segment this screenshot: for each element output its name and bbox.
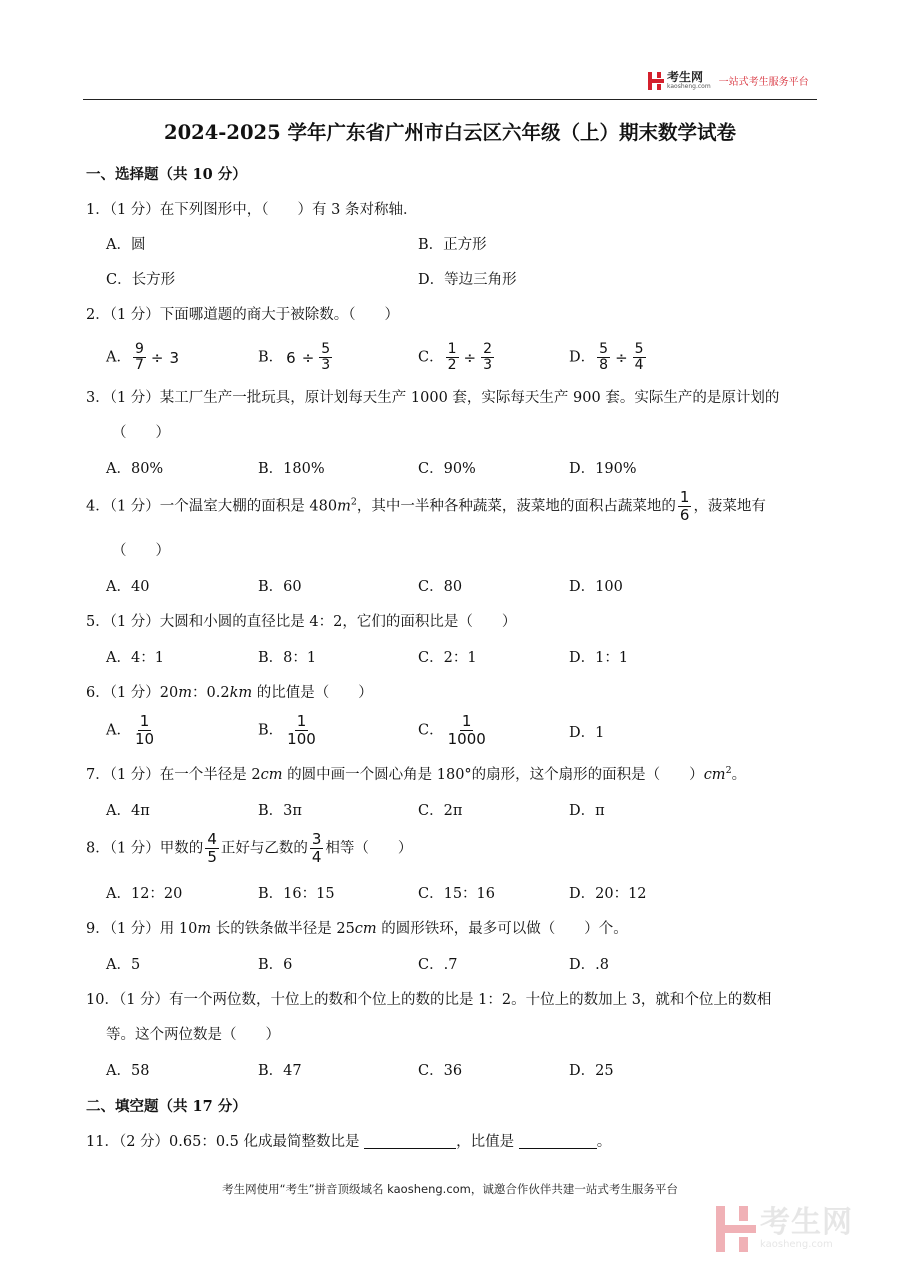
- q8-option-a: A．12：20: [106, 886, 183, 902]
- q10-option-b: B．47: [258, 1063, 302, 1079]
- fraction: $\frac{4}{5}$: [207, 830, 217, 866]
- header-slogan: 一站式考生服务平台: [718, 76, 809, 88]
- q4-option-c: C．80: [418, 579, 463, 595]
- watermark-name: 考生网: [760, 1205, 853, 1240]
- q5-option-a: A．4：1: [106, 650, 164, 666]
- q6-label-a: A．: [106, 722, 131, 739]
- q7-option-c: C．2π: [418, 803, 463, 819]
- question-7-stem: 7．（1 分）在一个半径是 2cm 的圆中画一个圆心角是 180°的扇形，这个扇形的面积是（ ）$cm^2$。: [86, 765, 747, 783]
- q6-option-b: [258, 713, 320, 748]
- question-8-stem: 8．（1 分）甲数的 $\frac{4}{5}$ 正好与乙数的 $\frac{3}{4}$ 相等（ ）: [86, 830, 413, 866]
- question-2-options: [106, 334, 826, 374]
- question-10-stem-cont: 等。这个两位数是（ ）: [106, 1027, 280, 1043]
- question-7-options: [106, 799, 826, 823]
- q5-option-d: D．1：1: [569, 650, 629, 666]
- page-footer: 考生网使用“考生”拼音顶级域名 kaosheng.com，诚邀合作伙伴共建一站式考生服务平台: [222, 1182, 678, 1196]
- q2-option-a: A． $\frac{9}{7}$ ÷ 3: [106, 341, 180, 373]
- q2-label-c: C．: [418, 349, 444, 366]
- fraction: $\frac{1}{100}$: [287, 712, 316, 748]
- question-9-stem: 9．（1 分）用 10m 长的铁条做半径是 25cm 的圆形铁环，最多可以做（ ）个。: [86, 921, 628, 937]
- kaosheng-watermark-icon: [716, 1206, 756, 1252]
- question-3-stem-cont: （ ）: [112, 425, 170, 441]
- q4-option-a: A．40: [106, 579, 150, 595]
- question-11-stem: 11．（2 分）0.65：0.5 化成最简整数比是 ，比值是 。: [86, 1134, 612, 1150]
- header-logo: [648, 72, 809, 90]
- q6-label-b: B．: [258, 722, 284, 739]
- q9-option-d: D．.8: [569, 957, 609, 973]
- question-6-options: [106, 711, 826, 753]
- question-4-options: [106, 575, 826, 599]
- q2-label-b: B．: [258, 349, 284, 366]
- q9-option-c: C．.7: [418, 957, 458, 973]
- section-heading-fill: 二、填空题（共 17 分）: [86, 1098, 247, 1115]
- fraction: $\frac{9}{7}$: [134, 341, 144, 373]
- fraction: $\frac{5}{8}$: [599, 341, 609, 373]
- watermark: [716, 1206, 853, 1252]
- question-5-stem: 5．（1 分）大圆和小圆的直径比是 4：2，它们的面积比是（ ）: [86, 614, 517, 630]
- q1-option-a: A．圆: [106, 237, 146, 253]
- q7-option-a: A．4π: [106, 803, 150, 819]
- fraction: $\frac{5}{4}$: [634, 341, 644, 373]
- q6-label-c: C．: [418, 722, 444, 739]
- q3-option-c: C．90%: [418, 461, 476, 477]
- logo-domain: kaosheng.com: [667, 83, 711, 90]
- section-heading-choice: 一、选择题（共 10 分）: [86, 166, 247, 183]
- q10-option-a: A．58: [106, 1063, 150, 1079]
- document-title: 2024-2025 学年广东省广州市白云区六年级（上）期末数学试卷: [164, 121, 736, 144]
- q2-option-b: B． 6 ÷ $\frac{5}{3}$: [258, 341, 331, 373]
- question-1-options: [106, 233, 826, 257]
- q2-option-d: D． $\frac{5}{8}$ ÷ $\frac{5}{4}$: [569, 341, 644, 373]
- q2-label-a: A．: [106, 349, 131, 366]
- logo-name: 考生网: [667, 70, 704, 84]
- q2-label-d: D．: [569, 349, 596, 366]
- question-9-options: [106, 953, 826, 977]
- q10-option-d: D．25: [569, 1063, 614, 1079]
- fraction: $\frac{1}{1000}$: [447, 712, 486, 748]
- q6-option-d: D．1: [569, 725, 605, 741]
- q8-option-b: B．16：15: [258, 886, 335, 902]
- fraction: $\frac{1}{6}$: [679, 488, 690, 524]
- fraction: $\frac{2}{3}$: [483, 341, 493, 373]
- q8-option-c: C．15：16: [418, 886, 495, 902]
- question-3-options: [106, 457, 826, 481]
- fraction: $\frac{1}{2}$: [447, 341, 457, 373]
- fraction: $\frac{5}{3}$: [321, 341, 331, 373]
- q10-option-c: C．36: [418, 1063, 463, 1079]
- question-3-stem: 3．（1 分）某工厂生产一批玩具，原计划每天生产 1000 套，实际每天生产 900 套。实际生产的是原计划的: [86, 390, 780, 406]
- question-2-stem: 2．（1 分）下面哪道题的商大于被除数。（ ）: [86, 307, 400, 323]
- q4-option-d: D．100: [569, 579, 623, 595]
- q3-option-b: B．180%: [258, 461, 325, 477]
- header-divider: [83, 99, 817, 100]
- question-8-options: [106, 882, 826, 906]
- q1-option-b: B．正方形: [418, 237, 487, 253]
- question-10-stem: 10．（1 分）有一个两位数，十位上的数和个位上的数的比是 1：2。十位上的数加上 3，就和个位上的数相: [86, 992, 772, 1008]
- answer-blank-2[interactable]: [519, 1148, 597, 1149]
- q8-option-d: D．20：12: [569, 886, 647, 902]
- q3-option-d: D．190%: [569, 461, 637, 477]
- answer-blank-1[interactable]: [364, 1148, 456, 1149]
- question-5-options: [106, 646, 826, 670]
- fraction: $\frac{3}{4}$: [311, 830, 322, 866]
- q5-option-b: B．8：1: [258, 650, 317, 666]
- q3-option-a: A．80%: [106, 461, 164, 477]
- q6-option-c: [418, 713, 490, 748]
- question-6-stem: 6．（1 分）20m：0.2km 的比值是（ ）: [86, 685, 373, 701]
- fraction: $\frac{1}{10}$: [134, 712, 155, 748]
- q7-option-d: D．π: [569, 803, 605, 819]
- q9-option-b: B．6: [258, 957, 293, 973]
- q5-option-c: C．2：1: [418, 650, 477, 666]
- q1-option-c: C．长方形: [106, 272, 176, 288]
- question-4-stem: 4．（1 分）一个温室大棚的面积是 $480m^2$，其中一半种各种蔬菜，菠菜地的面积占蔬菜地的 $\frac{1}{6}$ ，菠菜地有: [86, 488, 766, 524]
- question-4-stem-cont: （ ）: [112, 543, 170, 559]
- kaosheng-logo-icon: [648, 72, 664, 90]
- q1-option-d: D．等边三角形: [418, 272, 517, 288]
- q7-option-b: B．3π: [258, 803, 302, 819]
- q4-option-b: B．60: [258, 579, 302, 595]
- q6-option-a: [106, 713, 158, 748]
- watermark-domain: kaosheng.com: [760, 1239, 833, 1250]
- question-10-options: [106, 1059, 826, 1083]
- question-1-options-2: [106, 268, 826, 292]
- q9-option-a: A．5: [106, 957, 141, 973]
- question-1-stem: 1．（1 分）在下列图形中，（ ）有 3 条对称轴．: [86, 202, 418, 218]
- q2-option-c: C． $\frac{1}{2}$ ÷ $\frac{2}{3}$: [418, 341, 493, 373]
